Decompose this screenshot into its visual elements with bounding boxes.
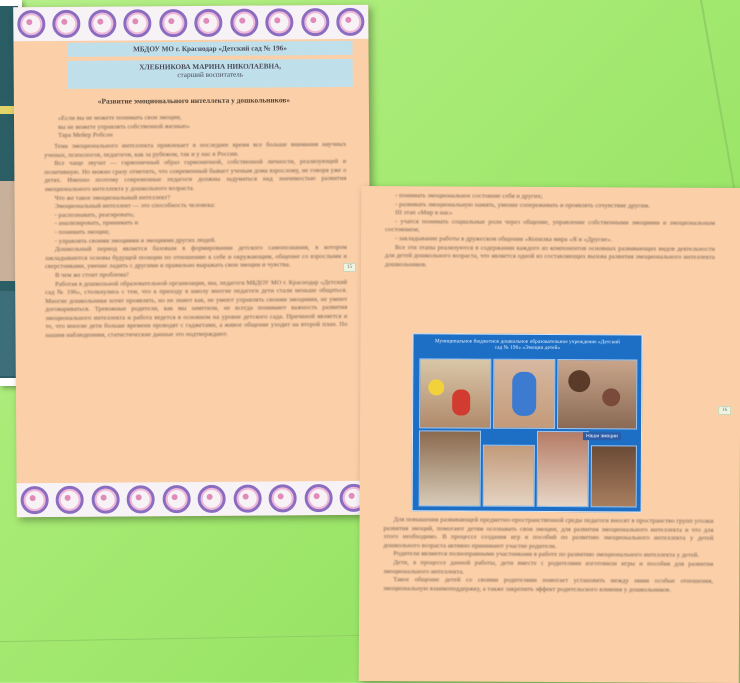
article-title: «Развитие эмоционального интеллекта у дошкольников» bbox=[97, 95, 291, 106]
collage-photo-teacher bbox=[537, 431, 589, 507]
ring-ornament-icon bbox=[233, 485, 261, 513]
person bbox=[602, 388, 620, 406]
collage-photo-child bbox=[483, 445, 535, 507]
document-page-1 bbox=[13, 5, 372, 517]
institution-name: МБДОУ МО г. Краснодар «Детский сад № 196» bbox=[133, 44, 287, 54]
ring-ornament-icon bbox=[127, 485, 155, 513]
ring-ornament-icon bbox=[301, 8, 329, 36]
paragraph: Для повышения развивающей предметно-пространственной среды педагоги вносят в пространство групп уголки развития эмоций, помогают детям осознавать свои эмоции, для развития эмоционального интеллекта и что для этого необходимо. В процессе создания игр и пособий по развитию эмоционального интеллекта у детей дошкольного возраста активно принимают участие родители. bbox=[383, 516, 714, 550]
epigraph-line: «Если вы не можете понимать свои эмоции, bbox=[57, 114, 182, 122]
ring-ornament-icon bbox=[17, 10, 45, 38]
doll bbox=[512, 372, 536, 416]
ring-ornament-icon bbox=[162, 485, 190, 513]
paragraph: Эмоциональный интеллект — это способность человека: bbox=[54, 201, 216, 211]
ring-ornament-icon bbox=[304, 484, 332, 512]
collage-photo-people bbox=[557, 359, 637, 429]
epigraph bbox=[58, 113, 338, 141]
list-item: - управлять своими эмоциями и эмоциями других людей. bbox=[54, 236, 217, 245]
ring-ornament-icon bbox=[194, 9, 222, 37]
collage-caption: Наши эмоции bbox=[583, 432, 621, 440]
ring-ornament-icon bbox=[230, 9, 258, 37]
collage-photo-craft bbox=[419, 430, 481, 506]
person bbox=[568, 370, 590, 392]
list-item: - закладывание работы в дружеском общении «Копилка мира «Я и «Другие». bbox=[395, 235, 613, 244]
ring-ornament-icon bbox=[265, 8, 293, 36]
list-item: - понимать эмоциональное состояние себя и других; bbox=[395, 192, 543, 200]
author-header bbox=[68, 59, 353, 89]
page2-body-bottom bbox=[383, 516, 713, 595]
ring-ornament-icon bbox=[336, 8, 364, 36]
list-item: - анализировать, принимать и bbox=[54, 219, 139, 228]
toy-red bbox=[452, 389, 470, 415]
paragraph: Что же такое эмоциональный интеллект? bbox=[54, 193, 171, 202]
paragraph: Такое общение детей со своими родителями помогает установить между ними особые отношения, эмоциональную взаимоподдержку, а также закрепить эффект родительского влияния у дошкольников. bbox=[383, 576, 714, 594]
author-role: старший воспитатель bbox=[177, 70, 244, 80]
paragraph: Родители являются полноправными участниками в работе по развитию эмоционального интеллекта у детей. bbox=[393, 550, 700, 560]
paragraph: Все чаще звучат — гармоничный образ гармоничной, собственной личности, реализующей и позитивную. Но можно сразу отметить, что современный бывает ученым дома взрослому, не говоря уже о детях. Именно поэтому современные педагоги должны задуматься над значимостью развития эмоционального интеллекта у дошкольного возраста. bbox=[44, 158, 347, 194]
paragraph: Все эти этапы реализуются в содержании каждого из компонентов основных развивающих видов деятельности для детей дошкольного возраста, что является одной из составляющих вызова развития эмоционального интеллекта дошкольников. bbox=[384, 243, 715, 269]
paragraph: В чем же стоит проблема? bbox=[55, 271, 129, 279]
decorative-border-top bbox=[13, 5, 368, 41]
list-item: - распознавать, реагировать; bbox=[54, 211, 135, 219]
document-page-2 bbox=[359, 186, 740, 683]
page-number: 15 bbox=[343, 263, 356, 272]
ring-ornament-icon bbox=[123, 9, 151, 37]
ring-ornament-icon bbox=[20, 486, 48, 514]
collage-header: Муниципальное бюджетное дошкольное образовательное учреждение «Детский сад № 196» «Эмоции детей» bbox=[434, 338, 621, 352]
ring-ornament-icon bbox=[269, 484, 297, 512]
list-item: - развивать эмоциональную память, умение сопереживать и проявлять сочувствие другим. bbox=[395, 200, 651, 210]
epigraph-author: Тара Мейер Робсон bbox=[58, 131, 113, 140]
page-number: 16 bbox=[718, 406, 731, 415]
list-item: - учатся понимать социальные роли через общение, управление собственными эмоциями и эмоциональным состоянием; bbox=[385, 217, 716, 234]
decorative-border-bottom bbox=[17, 481, 372, 517]
toy-yellow bbox=[428, 379, 444, 395]
institution-header bbox=[67, 41, 352, 57]
background-horizontal-line bbox=[0, 635, 360, 642]
paragraph: Дети, в процессе данной работы, дети вместе с родителями изготовили игры и пособия для развития эмоционального интеллекта. bbox=[383, 559, 714, 576]
collage-photo-bag bbox=[591, 445, 637, 507]
ring-ornament-icon bbox=[91, 486, 119, 514]
stage-heading: III этап «Мир в нас» bbox=[395, 209, 453, 217]
photo-collage bbox=[412, 333, 643, 512]
paragraph: Тема эмоционального интеллекта привлекает в последнее время все больше внимания научных ученых, психологов, педагогов, как за рубежом, так и у нас в России. bbox=[44, 140, 347, 159]
collage-photo-dolls bbox=[493, 359, 555, 429]
paragraph: Дошкольный период является базовым в формировании детского самопознания, в котором закладываются основы будущей позиции по отношению к себе и окружающим, общение со взрослыми и сверстниками, умение ладить с другими и правильно выражать свои эмоции и чувства. bbox=[44, 244, 347, 271]
collage-photo-toys bbox=[419, 358, 491, 428]
list-item: - понимать эмоции; bbox=[54, 228, 110, 236]
ring-ornament-icon bbox=[198, 485, 226, 513]
paragraph: Работая в дошкольной образовательной организации, мы, педагоги МБДОУ МО г. Краснодар «Детский сад № 196», столкнулись с тем, что к приходу в школу многие педагоги дети стали меньше общаться. Многие дошкольники хотят проявлять, но не знают как, не умеют управлять своими эмоциями, не умеют договариваться. Тревожные родители, как мы заметили, не всегда понимают важность развития эмоционального интеллекта и работа ведется в основном на уровне детского сада. Причиной является и то, что многие дети больше времени проводят с гаджетами, а живое общение уходит на второй план. По нашим наблюдениям, статистические данные это подтверждают. bbox=[45, 278, 348, 340]
ring-ornament-icon bbox=[88, 10, 116, 38]
ring-ornament-icon bbox=[159, 9, 187, 37]
ring-ornament-icon bbox=[56, 486, 84, 514]
epigraph-line: вы не можете управлять собственной жизнью» bbox=[58, 122, 190, 131]
page2-body-top bbox=[385, 192, 715, 271]
background-diagonal-line bbox=[700, 0, 737, 197]
ring-ornament-icon bbox=[52, 10, 80, 38]
article-body bbox=[44, 141, 347, 341]
author-name: ХЛЕБНИКОВА МАРИНА НИКОЛАЕВНА, bbox=[139, 62, 282, 72]
